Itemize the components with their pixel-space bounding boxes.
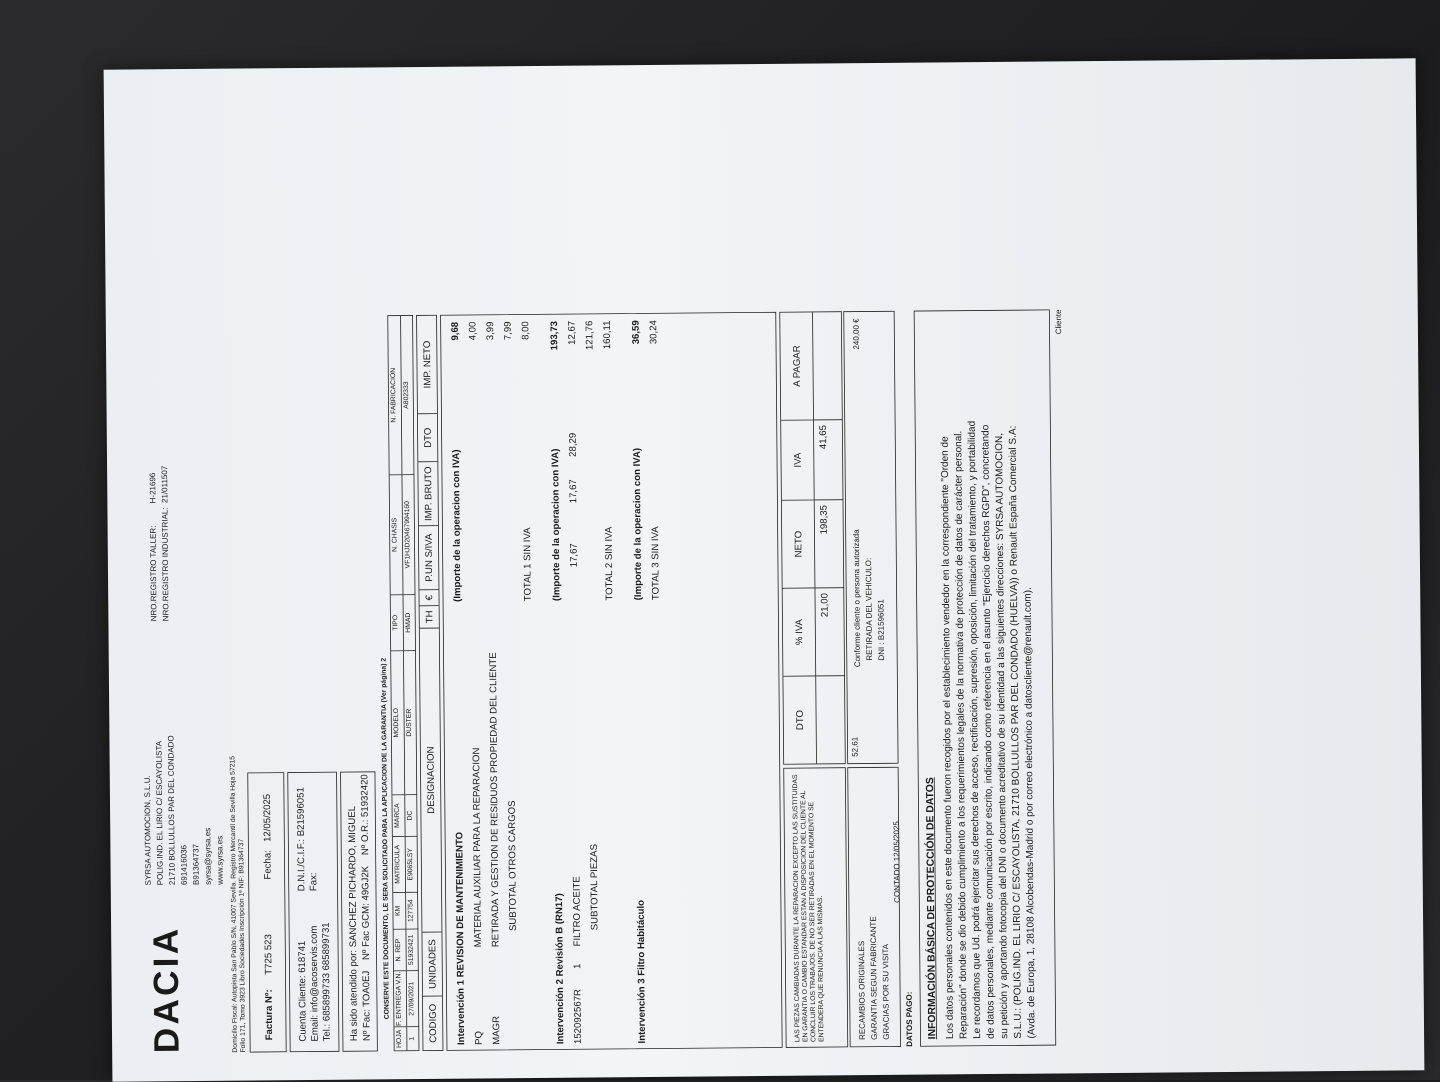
atendido-box [340,771,378,1051]
privacy-line: Los datos personales contenidos en este documento fueron recogidos por el establecimiento vendedor en la correspondiente "Orden de [938,436,956,1040]
folio-line: Folio 171, Tomo 3923 Libro Sociedades Inscripción 1ª NIF: B91364737 [236,838,247,1053]
company-email: syrsa@syrsa.es [203,827,214,885]
garantia-note: CONSERVE ESTE DOCUMENTO, LE SERA SOLICITADO PARA LA APLICACION DE LA GARANTIA (Ver página) 2 [379,657,391,1020]
line-codigo: 152092567R [571,989,584,1045]
privacy-line: (Avda. de Europa, 1, 28108 Alcobendas-Madrid o por correo electrónico a datoscliente@renault.com). [1021,587,1037,1039]
intervencion-total: TOTAL 3 SIN IVA [649,526,662,601]
vh-nrep: N. REP [394,929,406,971]
company-web: www.syrsa.es [215,835,226,885]
tot-h-dto: DTO [783,676,816,764]
company-info [141,735,226,886]
conforme-box [843,311,898,764]
tot-h-neto: NETO [782,500,815,588]
col-bruto: IMP. BRUTO [418,461,438,525]
vh-km: KM [393,892,405,929]
company-name: SYRSA AUTOMOCION, S.L.U. [143,775,154,886]
garantia-fabricante: GARANTIA SEGUN FABRICANTE [869,916,880,1040]
invoice-document [122,293,1121,1070]
importe-con-iva-note: (Importe de la operacion con IVA) [549,448,562,602]
tot-v-neto: 198,35 [815,499,845,587]
registro-taller-label: NRO.REGISTRO TALLER: [149,525,159,622]
recambios-originales: RECAMBIOS ORIGINALES [857,940,868,1040]
fecha-value: 12/05/2025 [261,793,273,842]
lines-body [440,312,782,1051]
piezas-note: LAS PIEZAS CAMBIADAS DURANTE LA REPARACION EXCEPTO LAS SUSTITUIDAS EN GARANTIA O CAMBIO ESTANDAR ESTAN A DISPOSICION DEL CLIENTE AL CONCLUIR LOS TRABAJOS. DE NO SER RETIRADAS EN EL MOMENTO SE ENTENDERA QUE RENUNCIA A LAS MISMAS. [790,774,825,1043]
vehicle-table [387,315,419,1051]
privacy-text [938,420,1039,1039]
col-dto: DTO [418,413,438,461]
privacy-title: INFORMACIÓN BÁSICA DE PROTECCIÓN DE DATOS [923,777,938,1040]
line-designacion: RETIRADA Y GESTION DE RESIDUOS PROPIEDAD DEL CLIENTE [487,652,501,948]
vh-matricula: MATRICULA [393,836,405,892]
line-designacion: SUBTOTAL OTROS CARGOS [506,800,519,932]
factura-box [247,772,286,1052]
privacy-line: Le recordamos que Ud. podrá ejercitar sus derechos de acceso, rectificación, supresión, oposición, limitación del tratamiento, y portabilidad [965,420,983,1040]
vv-nrep: 51932421 [406,929,418,971]
num-factura-gcm: Nº Fac GCM: 49GJ2K [359,865,372,961]
vh-tipo: TIPO [391,594,403,650]
cliente-tel: Tel.: 685899733 685899731 [319,922,333,1042]
intervencion-title: Intervención 1 REVISION DE MANTENIMIENTO [453,831,467,1046]
col-designacion: DESIGNACION [420,628,442,932]
vv-modelo: DUSTER [404,650,417,794]
vv-marca: DC [405,794,417,836]
intervencion-importe: 193,73 [548,320,560,351]
vh-chasis: N. CHASIS [390,474,403,594]
intervencion-title: Intervención 2 Revisión B (RN17) [553,893,566,1045]
importe-con-iva-note: (Importe de la operacion con IVA) [450,449,463,602]
col-neto: IMP. NETO [421,340,433,389]
line-precio-unitario: 17,67 [567,543,580,568]
line-neto: 12,67 [565,320,578,345]
vv-fabricacion: A802333 [401,381,410,409]
tot-v-dto [816,675,846,763]
line-neto: 7,99 [501,321,514,341]
num-factura: Nº Fac: TOA0EJ [360,970,373,1042]
tot-h-apagar: A PAGAR [790,345,803,387]
cliente-email: Email: info@acoservis.com [307,925,321,1042]
vh-fabricacion: N. FABRICACION [388,367,398,423]
privacy-line: su petición y aportando fotocopia del DNI o documento acreditativo de su identidad a las siguientes direcciones: SYRSA AUTOMOCION, [993,432,1010,1039]
totals-box [779,311,845,764]
copy-cliente-label: Cliente [1054,309,1064,335]
num-or: Nº O.R.: 51932420 [358,774,371,856]
domicilio-fiscal [228,756,247,1053]
vv-chasis: VF1HJD20467994160 [402,474,415,594]
registro-info [147,466,172,622]
gracias-visita: GRACIAS POR SU VISITA [881,943,892,1040]
cliente-dni: D.N.I./C.I.F.: B21596051 [294,787,307,892]
cliente-fax: Fax: [307,872,319,892]
line-codigo: MAGR [490,1015,502,1045]
intervencion-total: TOTAL 2 SIN IVA [602,526,615,601]
line-codigo: PQ [472,1030,485,1045]
vv-hoja: 1 [407,1026,419,1050]
factura-number: T725 523 [262,934,274,975]
intervencion-importe: 36,59 [629,320,642,345]
dacia-logo: DACIA [146,925,187,1054]
datos-pago-label: DATOS PAGO: [905,991,915,1047]
tot-h-iva-pct: % IVA [783,588,816,676]
line-bruto: 17,67 [567,479,579,504]
vh-marca: MARCA [392,794,404,836]
piezas-box [783,767,848,1048]
invoice-paper [104,58,1425,1081]
vv-km: 127754 [406,892,418,929]
conforme-dni: DNI : B21596051 [877,599,887,661]
company-city: 21710 BOLLULLOS PAR DEL CONDADO [167,735,178,886]
intervencion-title: Intervención 3 Filtro Habitáculo [634,899,648,1044]
importe-con-iva-note: (Importe de la operacion con IVA) [630,447,644,601]
col-unidades: UNIDADES [422,932,442,996]
conforme-label: Conforme cliente o persona autorizada [852,529,863,668]
line-unidades: 1 [571,963,583,969]
dto-total-value: 52,61 [851,736,861,757]
atendido-por: Ha sido atendido por: SANCHEZ PICHARDO, MIGUEL [346,805,360,1042]
line-designacion: FILTRO ACEITE [570,876,583,947]
fecha-label: Fecha: [261,850,274,880]
registro-industrial-label: NRO.REGISTRO INDUSTRIAL: [161,507,171,622]
col-th: TH [419,605,438,628]
lines-header [416,315,443,1051]
company-nif: B91364737 [191,843,202,886]
tot-v-iva-pct: 21,00 [815,587,845,675]
line-neto: 4,00 [466,321,478,341]
vv-fentrega: 27/09/2021 [407,970,419,1026]
vh-hoja: HOJA [394,1026,406,1050]
company-address: POLIG.IND. EL LIRIO C/ ESCAYOLISTA [155,740,166,886]
line-neto: 30,24 [647,320,659,345]
col-codigo: CODIGO [423,996,443,1051]
totals-header-row [780,312,817,763]
privacy-line: de datos personales, mediante comunicación por escrito, indicando como referencia en el asunto "Ejercicio derechos RGPD", concretando [979,424,997,1039]
tot-v-iva: 41,65 [814,419,843,499]
tot-h-iva: IVA [781,420,814,500]
privacy-box [914,309,1056,1046]
a-pagar-total: 240,00 € [852,318,862,350]
intervencion-total: TOTAL 1 SIN IVA [521,527,534,602]
line-neto: 3,99 [484,321,496,341]
domicilio-line: Domicilio Fiscal: Autopista San Pablo S/N, 41007 Sevilla. Registro Mercantil de Sevilla Hoja 57215 [228,755,239,1053]
contado-value: CONTADO 12/05/2025 [892,821,903,903]
retirada-label: RETIRADA DEL VEHICULO: [864,557,875,661]
line-dto: 28,29 [566,432,579,457]
col-pun: P.UN S/IVA [419,525,439,589]
cliente-box [287,772,339,1052]
line-neto: 8,00 [519,321,531,341]
registro-taller-value: H-21696 [148,472,158,504]
vh-modelo: MODELO [391,650,404,794]
recambios-box [847,767,901,1047]
line-designacion: SUBTOTAL PIEZAS [587,843,600,931]
totals-value-row [813,312,846,763]
line-neto: 121,76 [583,320,595,351]
registro-industrial-value: 21/011507 [160,465,170,504]
company-phone: 691416036 [179,844,190,886]
privacy-line: S.L.U.: (POLIG.IND. EL LIRIO C/ ESCAYOLISTA, 21710 BOLLULLOS PAR DEL CONDADO (HUELVA)) o Renault España Comercial S.A: [1006,425,1024,1039]
line-neto: 160,11 [601,320,613,350]
cuenta-cliente: Cuenta Cliente: 618741 [296,940,309,1042]
vh-fentrega: F. ENTREGA V.N. [394,970,406,1026]
vv-tipo: HMAD [403,594,415,650]
col-euro: € [419,589,438,605]
intervencion-importe: 9,68 [449,321,461,341]
privacy-line: Reparación" donde se dio debido cumplimiento a los requerimientos legales de la normativa de protección de datos de carácter personal. [952,430,969,1040]
line-designacion: MATERIAL AUXILIAR PARA LA REPARACION [470,747,484,948]
tot-v-apagar [813,312,843,419]
factura-label: Factura Nº: [262,989,275,1041]
vv-matricula: E9065LSY [406,836,418,892]
